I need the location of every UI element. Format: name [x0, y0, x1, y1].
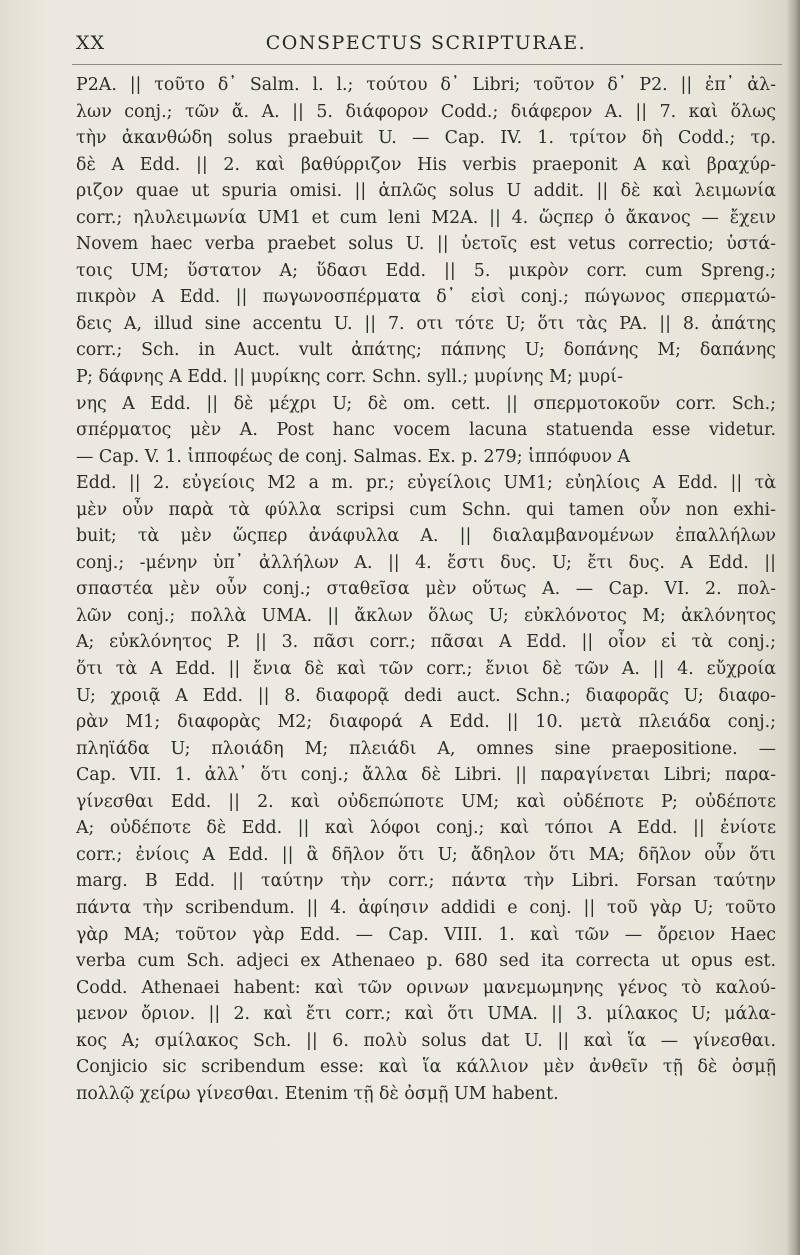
text-line: P; δάφνης A Edd. || μυρίκης corr. Schn. syll.; μυρίνης M; μυρί- [76, 367, 623, 388]
text-line: δεις A, illud sine accentu U. || 7. οτι τότε U; ὅτι τὰς PA. || 8. ἀπάτης [76, 313, 776, 334]
text-line: δὲ A Edd. || 2. καὶ βαθύρριζον His verbis praeponit A καὶ βραχύρ- [76, 154, 776, 175]
text-line: γίνεσθαι Edd. || 2. καὶ οὐδεπώποτε UM; καὶ οὐδέποτε P; οὐδέποτε [76, 791, 776, 812]
text-line: μενον ὄριον. || 2. καὶ ἔτι corr.; καὶ ὅτι UMA. || 3. μίλακος U; μάλα- [76, 1004, 776, 1025]
text-line: τὴν ἀκανθώδη solus praebuit U. — Cap. IV. 1. τρίτον δὴ Codd.; τρ. [76, 128, 776, 149]
text-line: corr.; ἐνίοις A Edd. || ἃ δῆλον ὅτι U; ἄδηλον ὅτι MA; δῆλον οὖν ὅτι [76, 844, 776, 865]
apparatus-text [76, 72, 786, 1107]
page-header [76, 32, 776, 60]
text-line: Novem haec verba praebet solus U. || ὑετοῖς est vetus correctio; ὑστά- [76, 234, 776, 255]
text-line: μὲν οὖν παρὰ τὰ φύλλα scripsi cum Schn. qui tamen οὖν non exhi- [76, 499, 776, 520]
text-line: σπέρματος μὲν A. Post hanc vocem lacuna statuenda esse videtur. [76, 420, 776, 441]
text-line: λῶν conj.; πολλὰ UMA. || ἄκλων ὅλως U; εὐκλόνοτος M; ἀκλόνητος [76, 605, 776, 626]
running-title: CONSPECTUS SCRIPTURAE. [265, 32, 587, 54]
text-line: P2A. || τοῦτο δ᾽ Salm. l. l.; τούτου δ᾽ Libri; τοῦτον δ᾽ P2. || ἐπ᾽ ἀλ- [76, 75, 776, 95]
text-line: Edd. || 2. εὐγείοις M2 a m. pr.; εὐγείλοις UM1; εὐηλίοις A Edd. || τὰ [76, 473, 776, 494]
text-line: σπαστέα μὲν οὖν conj.; σταθεῖσα μὲν οὕτως A. — Cap. VI. 2. πολ- [76, 579, 776, 600]
header-rule [72, 64, 782, 65]
text-line: κος A; σμίλακος Sch. || 6. πολὺ solus dat U. || καὶ ἵα — γίνεσθαι. [76, 1030, 776, 1051]
text-line: corr.; Sch. in Auct. vult ἀπάτης; πάπνης U; δοπάνης M; δαπάνης [76, 340, 776, 361]
text-line: verba cum Sch. adjeci ex Athenaeo p. 680 sed ita correcta ut opus est. [76, 951, 776, 972]
text-line: A; οὐδέποτε δὲ Edd. || καὶ λόφοι conj.; καὶ τόποι A Edd. || ἐνίοτε [76, 818, 776, 839]
text-line: ριζον quae ut spuria omisi. || ἁπλῶς solus U addit. || δὲ καὶ λειμωνία [76, 181, 776, 202]
text-line: ρὰν M1; διαφορὰς M2; διαφορά A Edd. || 10. μετὰ πλειάδα conj.; [76, 712, 776, 733]
text-line: πικρὸν A Edd. || πωγωνοσπέρματα δ᾽ εἰσὶ conj.; πώγωνος σπερματώ- [76, 287, 776, 308]
text-line: πάντα τὴν scribendum. || 4. ἀφίησιν addidi e conj. || τοῦ γὰρ U; τοῦτο [76, 897, 776, 918]
text-line: Cap. VII. 1. ἀλλ᾽ ὅτι conj.; ἄλλα δὲ Libri. || παραγίνεται Libri; παρα- [76, 765, 776, 786]
text-line: νης A Edd. || δὲ μέχρι U; δὲ om. cett. || σπερμοτοκοῦν corr. Sch.; [76, 393, 776, 414]
text-line: buit; τὰ μὲν ὥςπερ ἀνάφυλλα A. || διαλαμβανομένων ἐπαλλήλων [76, 526, 776, 547]
text-line: conj.; -μένην ὑπ᾽ ἀλλήλων A. || 4. ἔστι δυς. U; ἔτι δυς. A Edd. || [76, 552, 776, 573]
page-number: XX [76, 32, 106, 54]
text-line: — Cap. V. 1. ἱπποφέως de conj. Salmas. Ex. p. 279; ἱππόφυον A [76, 446, 631, 467]
text-line: γὰρ MA; τοῦτον γὰρ Edd. — Cap. VIII. 1. καὶ τῶν — ὄρειον Haec [76, 924, 776, 945]
page-spine-shadow [786, 0, 800, 1255]
text-line: U; χροιᾷ A Edd. || 8. διαφορᾷ dedi auct. Schn.; διαφορᾶς U; διαφο- [76, 685, 776, 706]
text-line: marg. B Edd. || ταύτην τὴν corr.; πάντα τὴν Libri. Forsan ταύτην [76, 871, 776, 892]
text-line: πληϊάδα U; πλοιάδη M; πλειάδι A, omnes sine praepositione. — [76, 738, 776, 759]
text-line: πολλῷ χείρω γίνεσθαι. Etenim τῇ δὲ ὀσμῇ UM habent. [76, 1083, 559, 1104]
text-line: A; εὐκλόνητος P. || 3. πᾶσι corr.; πᾶσαι A Edd. || οἷον εἰ τὰ conj.; [76, 632, 776, 653]
text-line: Conjicio sic scribendum esse: καὶ ἵα κάλλιον μὲν ἀνθεῖν τῇ δὲ ὀσμῇ [76, 1057, 776, 1078]
text-line: corr.; ηλυλειμωνία UM1 et cum leni M2A. || 4. ὥςπερ ὁ ἄκανος — ἔχειν [76, 207, 776, 228]
text-line: τοις UM; ὕστατον A; ὕδασι Edd. || 5. μικρὸν corr. cum Spreng.; [76, 260, 776, 281]
text-line: ὅτι τὰ A Edd. || ἔνια δὲ καὶ τῶν corr.; ἔνιοι δὲ τῶν A. || 4. εὔχροία [76, 659, 776, 680]
text-line: λων conj.; τῶν ἄ. A. || 5. διάφορον Codd.; διάφερον A. || 7. καὶ ὅλως [76, 101, 776, 122]
text-line: Codd. Athenaei habent: καὶ τῶν ορινων μανεμωμηνης γένος τὸ καλού- [76, 977, 776, 998]
